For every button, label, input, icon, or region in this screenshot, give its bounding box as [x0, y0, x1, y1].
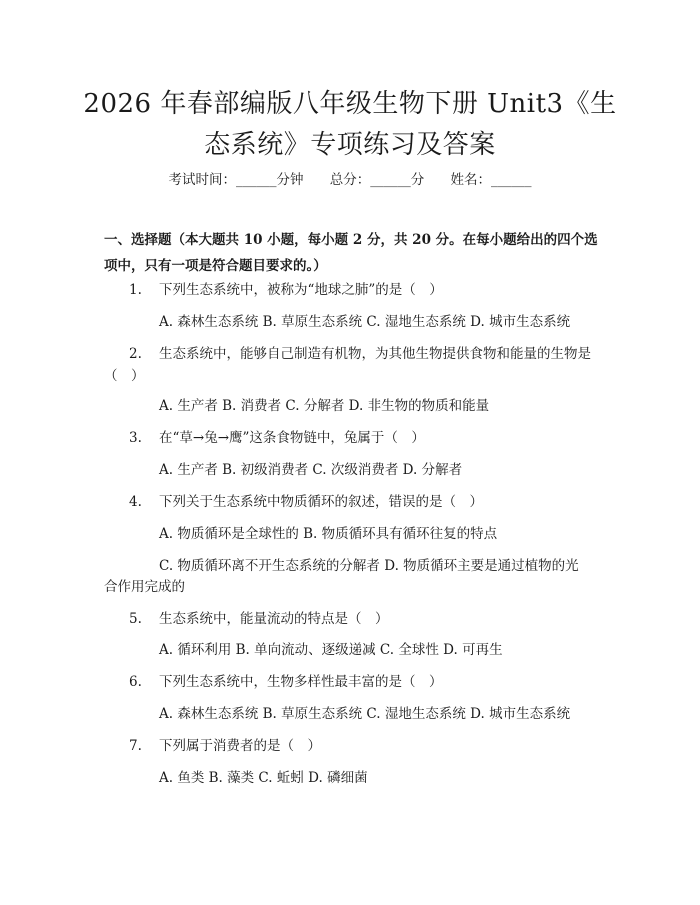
page-title — [70, 84, 630, 166]
question-number: 2. — [129, 346, 142, 362]
question-4-options: A. 物质循环是全球性的 B. 物质循环具有循环往复的特点 — [159, 526, 498, 542]
question-text: 生态系统中，能够自己制造有机物，为其他生物提供食物和能量的生物是 — [159, 346, 591, 362]
question-6 — [129, 669, 443, 695]
question-number: 6. — [129, 674, 142, 690]
question-1-options: A. 森林生态系统 B. 草原生态系统 C. 湿地生态系统 D. 城市生态系统 — [159, 314, 571, 330]
question-5-options: A. 循环利用 B. 单向流动、逐级递减 C. 全球性 D. 可再生 — [159, 642, 503, 658]
question-2-options: A. 生产者 B. 消费者 C. 分解者 D. 非生物的物质和能量 — [159, 398, 490, 414]
question-number: 3. — [129, 430, 142, 446]
question-text: 下列关于生态系统中物质循环的叙述，错误的是（ ） — [159, 494, 483, 510]
question-text: 下列生态系统中，被称为“地球之肺”的是（ ） — [159, 282, 443, 298]
question-text: 下列生态系统中，生物多样性最丰富的是（ ） — [159, 674, 443, 690]
question-number: 4. — [129, 494, 142, 510]
question-number: 7. — [129, 738, 142, 754]
question-6-options: A. 森林生态系统 B. 草原生态系统 C. 湿地生态系统 D. 城市生态系统 — [159, 706, 571, 722]
exam-time: 考试时间：______分钟 — [168, 172, 304, 188]
title-line-2: 态系统》专项练习及答案 — [204, 130, 496, 160]
question-2-text-cont: （ ） — [104, 368, 145, 384]
section-heading: 一、选择题（本大题共 10 小题，每小题 2 分，共 20 分。在每小题给出的四个选项中，只有一项是符合题目要求的。） — [104, 232, 598, 274]
student-name: 姓名：______ — [450, 172, 532, 188]
total-score: 总分：______分 — [329, 172, 425, 188]
exam-meta — [0, 168, 700, 188]
question-7 — [129, 733, 321, 759]
question-3 — [129, 425, 425, 451]
question-text: 下列属于消费者的是（ ） — [159, 738, 321, 754]
question-7-options: A. 鱼类 B. 藻类 C. 蚯蚓 D. 磷细菌 — [159, 770, 368, 786]
question-text: 生态系统中，能量流动的特点是（ ） — [159, 611, 389, 627]
question-number: 5. — [129, 611, 142, 627]
question-2 — [129, 341, 591, 367]
question-3-options: A. 生产者 B. 初级消费者 C. 次级消费者 D. 分解者 — [159, 462, 463, 478]
question-4-options-line-3: 合作用完成的 — [104, 579, 185, 595]
question-1 — [129, 277, 443, 303]
question-4 — [129, 489, 483, 515]
question-5 — [129, 606, 389, 632]
question-number: 1. — [129, 282, 142, 298]
title-line-1: 2026 年春部编版八年级生物下册 Unit3《生 — [83, 89, 617, 119]
question-4-options-line-2: C. 物质循环离不开生态系统的分解者 D. 物质循环主要是通过植物的光 — [159, 558, 579, 574]
question-text: 在“草→兔→鹰”这条食物链中，兔属于（ ） — [159, 430, 425, 446]
